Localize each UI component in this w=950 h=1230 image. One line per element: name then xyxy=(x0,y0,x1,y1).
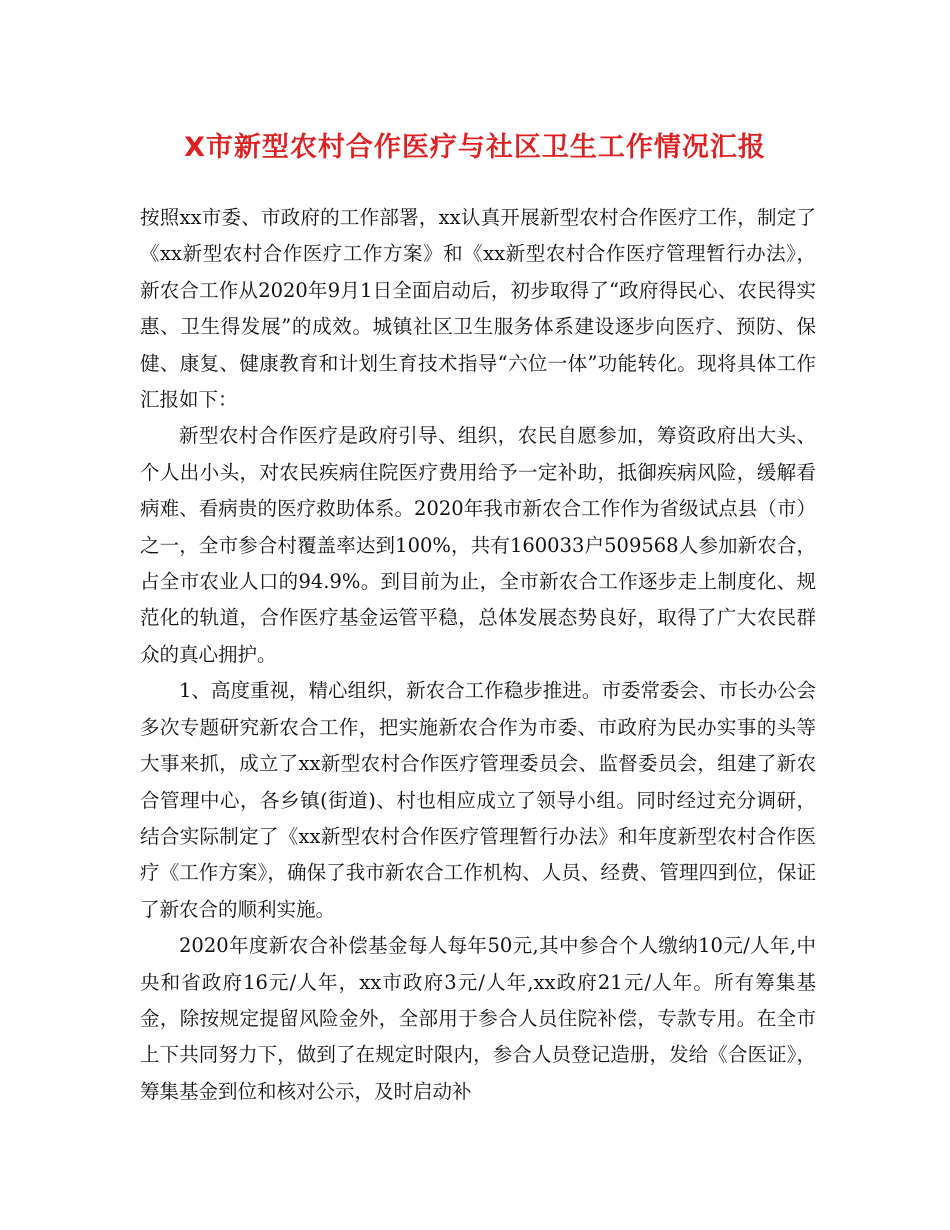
document-body xyxy=(140,200,816,1110)
paragraph-overview: 新型农村合作医疗是政府引导、组织，农民自愿参加，筹资政府出大头、个人出小头，对农民疾病住院医疗费用给予一定补助，抵御疾病风险，缓解看病难、看病贵的医疗救助体系。2020年我市新农合工作作为省级试点县（市）之一，全市参合村覆盖率达到100%，共有160033户509568人参加新农合，占全市农业人口的94.9%。到目前为止，全市新农合工作逐步走上制度化、规范化的轨道，合作医疗基金运管平稳，总体发展态势良好，取得了广大农民群众的真心拥护。 xyxy=(140,424,816,666)
paragraph-organization: 1、高度重视，精心组织，新农合工作稳步推进。市委常委会、市长办公会多次专题研究新农合工作，把实施新农合作为市委、市政府为民办实事的头等大事来抓，成立了xx新型农村合作医疗管理委员会、监督委员会，组建了新农合管理中心，各乡镇(街道)、村也相应成立了领导小组。同时经过充分调研，结合实际制定了《xx新型农村合作医疗管理暂行办法》和年度新型农村合作医疗《工作方案》，确保了我市新农合工作机构、人员、经费、管理四到位，保证了新农合的顺利实施。 xyxy=(140,679,816,921)
paragraph-funding: 2020年度新农合补偿基金每人每年50元,其中参合个人缴纳10元/人年,中央和省政府16元/人年，xx市政府3元/人年,xx政府21元/人年。所有筹集基金，除按规定提留风险金外，全部用于参合人员住院补偿，专款专用。在全市上下共同努力下，做到了在规定时限内，参合人员登记造册，发给《合医证》，筹集基金到位和核对公示，及时启动补 xyxy=(140,934,816,1103)
document-title: X市新型农村合作医疗与社区卫生工作情况汇报 xyxy=(184,132,766,163)
paragraph-intro: 按照xx市委、市政府的工作部署，xx认真开展新型农村合作医疗工作，制定了《xx新型农村合作医疗工作方案》和《xx新型农村合作医疗管理暂行办法》，新农合工作从2020年9月1日全面启动后，初步取得了“政府得民心、农民得实惠、卫生得发展”的成效。城镇社区卫生服务体系建设逐步向医疗、预防、保健、康复、健康教育和计划生育技术指导“六位一体”功能转化。现将具体工作汇报如下： xyxy=(140,206,816,412)
